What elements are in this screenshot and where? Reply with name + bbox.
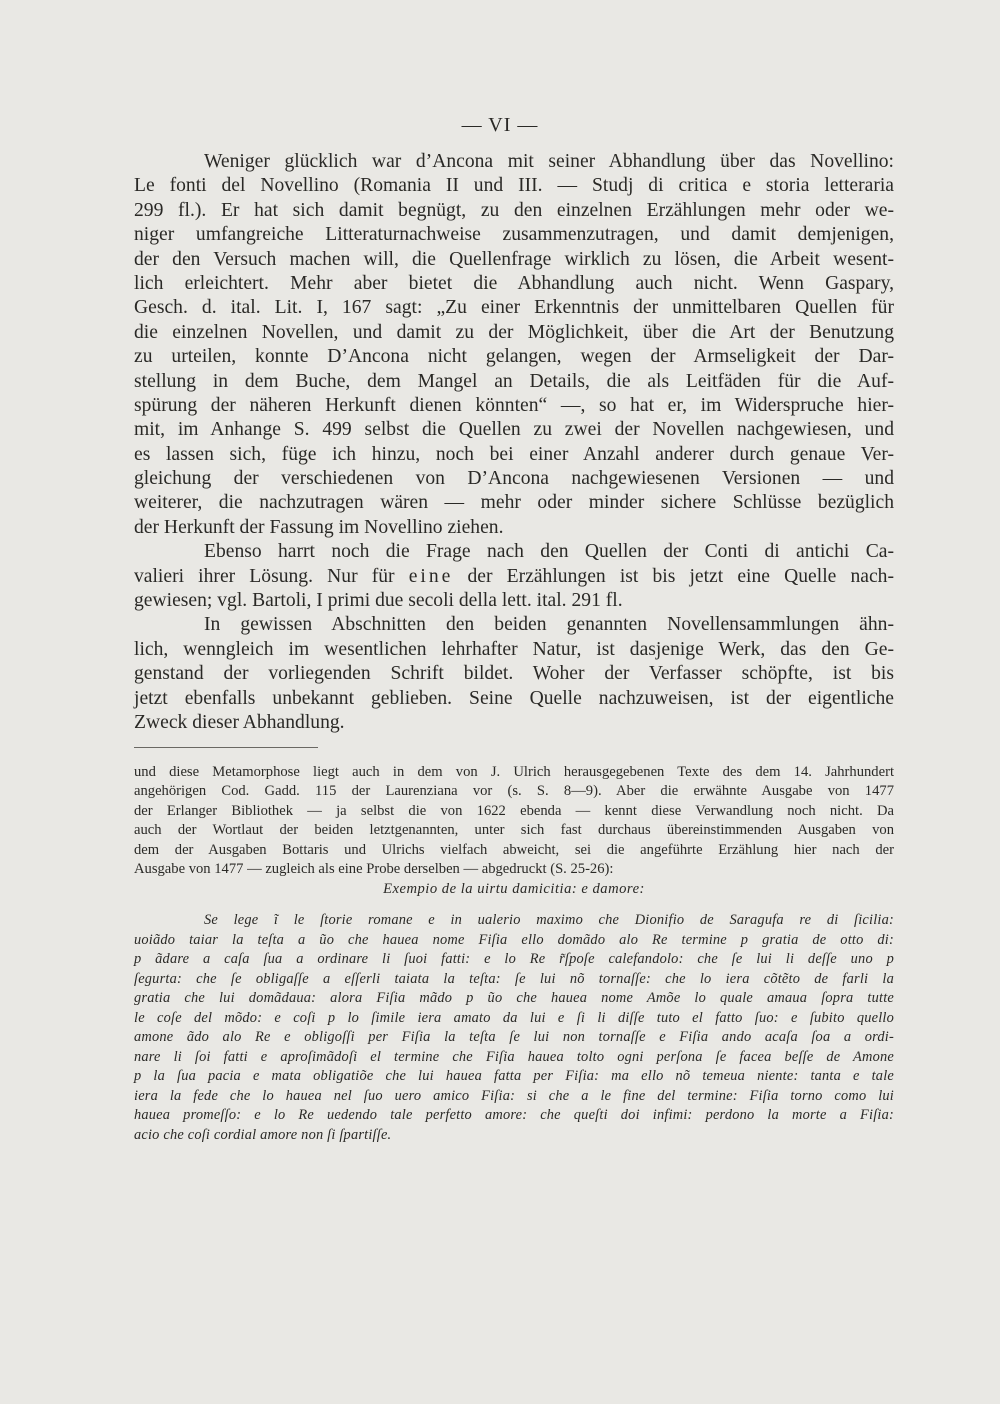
text-line: In gewissen Abschnitten den beiden genannten Novellensammlungen ähn- <box>204 614 894 636</box>
text-line: mit, im Anhange S. 499 selbst die Quellen zu zwei der Novellen nachgewiesen, und <box>134 419 894 441</box>
text-line: stellung in dem Buche, dem Mangel an Details, die als Leitfäden für die Auf- <box>134 370 894 392</box>
text-line: Weniger glücklich war d’Ancona mit seiner Abhandlung über das Novellino: <box>204 151 894 172</box>
page-number: — VI — <box>461 114 539 136</box>
text-line: der Herkunft der Fassung im Novellino ziehen. <box>134 516 504 538</box>
text-line: gleichung der verschiedenen von D’Ancona nachgewiesenen Versionen — und <box>134 468 894 490</box>
quote-line: p ãdare a caſa ſua a ordinare li ſuoi fatti: e lo Re r̃ſpoſe calefandolo: che ſe lui li deſſe uno p <box>134 951 894 967</box>
text-line: Zweck dieser Abhandlung. <box>134 711 345 733</box>
text-line: jetzt ebenfalls unbekannt geblieben. Seine Quelle nachzuweisen, ist der eigentliche <box>134 687 894 709</box>
text-line: Ebenso harrt noch die Frage nach den Quellen der Conti di antichi Ca- <box>204 541 894 563</box>
quote-line: haueа promeſſo: e lo Re uedendo tale perfetto amore: che queſti doi infimi: perdono la morte a Fiſia: <box>134 1107 894 1123</box>
footnote-line: der Erlanger Bibliothek — ja selbst die von 1622 ebenda — kennt diese Verwandlung noch nicht. Da <box>134 802 894 819</box>
text-line: der den Versuch machen will, die Quellenfrage wirklich zu lösen, die Arbeit wesent- <box>134 248 894 270</box>
quote-line: ſegurta: che ſe obligaſſe a eſſerli taiata la teſta: ſe lui nõ tornaſſe: che lo iera cõtẽto de farli la <box>134 970 894 987</box>
text-line: weiterer, die nachzutragen wären — mehr oder minder sichere Schlüsse bezüglich <box>134 492 894 514</box>
text-line: spürung der näheren Herkunft dienen könnten“ —, so hat er, im Widerspruche hier- <box>134 394 894 416</box>
footnote-line: dem der Ausgaben Bottaris und Ulrichs vielfach abweicht, sei die angeführte Erzählung hier nach der <box>134 841 894 858</box>
footnote-line: Ausgabe von 1477 — zugleich als eine Probe derselben — abgedruckt (S. 25-26): <box>134 860 614 877</box>
text-line: genstand der vorliegenden Schrift bildet. Woher der Verfasser schöpfte, ist bis <box>134 663 894 685</box>
text-line: die einzelnen Novellen, und damit zu der Möglichkeit, über die Art der Benutzung <box>134 321 894 343</box>
text-line: zu urteilen, konnte D’Ancona nicht gelangen, wegen der Armseligkeit der Dar- <box>134 346 894 368</box>
text-line: 299 fl.). Er hat sich damit begnügt, zu den einzelnen Erzählungen mehr oder we- <box>134 199 894 221</box>
main-text <box>134 150 894 735</box>
footnote-line: angehörigen Cod. Gadd. 115 der Laurenziana vor (s. S. 8—9). Aber die erwähnte Ausgabe von 1477 <box>134 783 894 800</box>
quote-line: le coſe del mõdo: e coſi p lo ſimile iera amato da lui e ſi li diſſe tuto el fatto ſuo: e ſubito quello <box>134 1009 894 1026</box>
quote-line: iera la fede che lo haueа nel ſuo uero amico Fiſia: si che a le fine del termine: Fiſia torno como lui <box>134 1087 894 1104</box>
quote-line: p la ſua pacia e mata obligatiõe che lui haueа fatta per Fiſia: ma ello nõ temeua niente: tanta e tale <box>134 1068 894 1084</box>
text-line: lich, wenngleich im wesentlichen lehrhafter Natur, ist dasjenige Werk, das den Ge- <box>134 638 894 660</box>
quote-line: amone ãdo alo Re e obligoſſi per Fiſia la teſta ſe lui non tornaſſe e Fiſia ando acaſa ſoa a ordi- <box>134 1029 894 1045</box>
quote-line: nare li ſoi fatti e aproſimãdoſi el termine che Fiſia haueа tolto ogni perſona ſe facea beſſe de Amone <box>134 1048 894 1065</box>
footnote-line: und diese Metamorphose liegt auch in dem von J. Ulrich herausgegebenen Texte des dem 14. Jahrhundert <box>134 764 894 780</box>
text-line: es lassen sich, füge ich hinzu, noch bei einer Anzahl anderer durch genaue Ver- <box>134 443 894 465</box>
footnote-separator <box>134 747 318 748</box>
text-line: lich erleichtert. Mehr aber bietet die Abhandlung auch nicht. Wenn Gaspary, <box>134 272 894 294</box>
footnote-text <box>134 763 894 899</box>
text-line: niger umfangreiche Litteraturnachweise zusammenzutragen, und damit demjenigen, <box>134 224 894 246</box>
quote-line: gratia che lui domãdaua: alora Fiſia mãdo p ũo che haueа nome Amõe lo quale amaua ſopra tutte <box>134 990 894 1006</box>
quote-line: uoiãdo taiar la teſta a ũo che haueа nome Fiſia ello domãdo alo Re termine p gratia de otto di: <box>134 931 894 948</box>
quote-line: Se lege ĩ le ſtorie romane e in ualerio maximo che Dionifio de Saragufa re di ſicilia: <box>204 912 894 928</box>
text-line: gewiesen; vgl. Bartoli, I primi due secoli della lett. ital. 291 fl. <box>134 590 623 612</box>
text-line: Gesch. d. ital. Lit. I, 167 sagt: „Zu einer Erkenntnis der unmittelbaren Quellen für <box>134 297 894 319</box>
text-line: Le fonti del Novellino (Romania II und III. — Studj di critica e storia letteraria <box>134 175 894 197</box>
quote-line: acio che coſi cordial amore non ſi ſpartiſſe. <box>134 1126 392 1143</box>
quote-heading: Exempio de la uirtu damicitia: e damore: <box>383 881 645 898</box>
quoted-text <box>134 911 894 1145</box>
footnote-line: auch der Wortlaut der beiden letztgenannten, unter sich fast durchaus übereinstimmenden Ausgaben von <box>134 822 894 839</box>
text-line: valieri ihrer Lösung. Nur für eine der Erzählungen ist bis jetzt eine Quelle nach- <box>134 565 894 587</box>
